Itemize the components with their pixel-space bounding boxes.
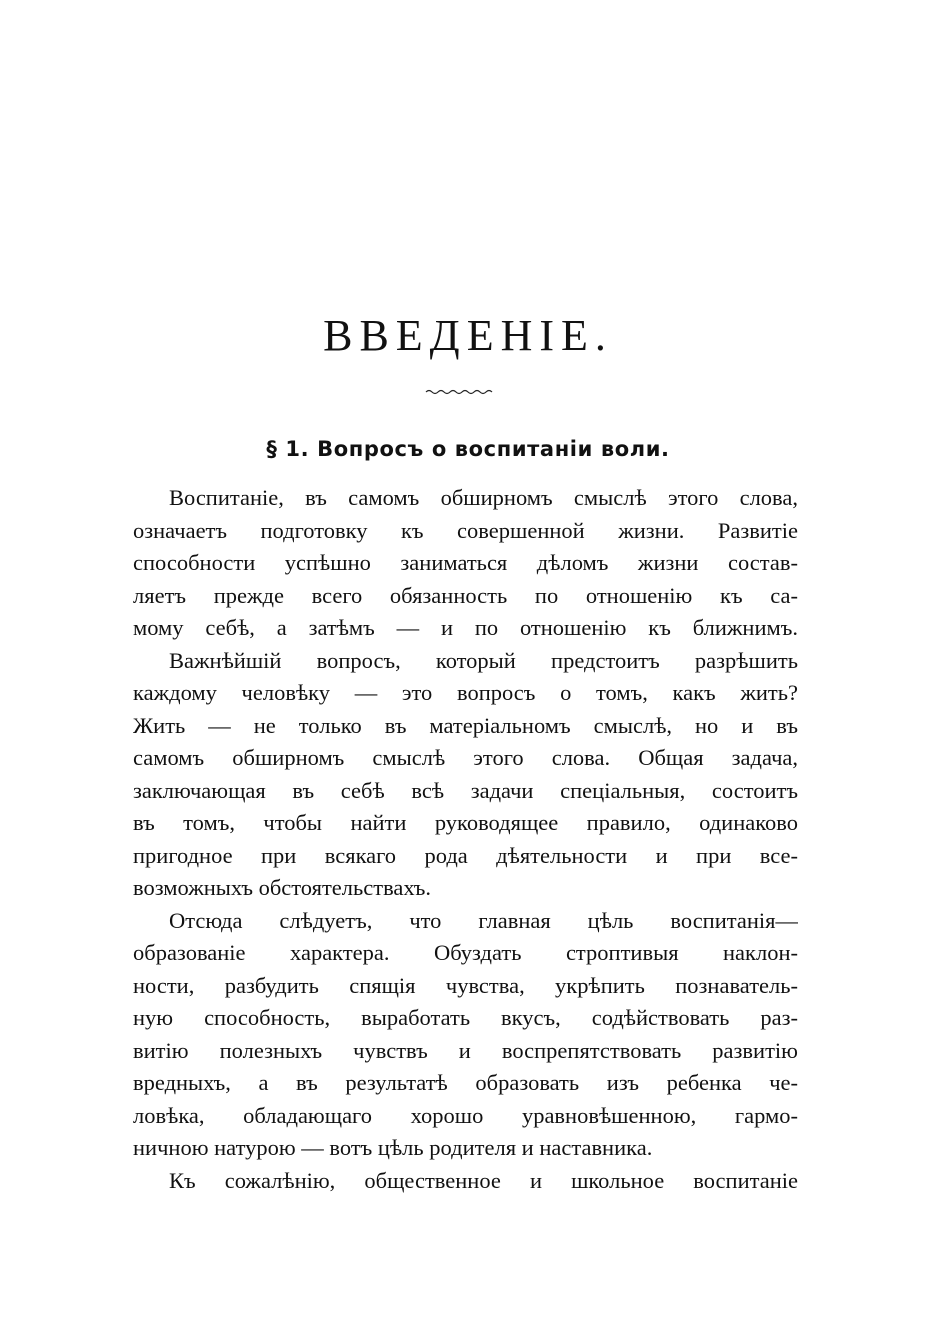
text-line: ловѣка, обладающаго хорошо уравновѣшенною, гармо- [133,1102,798,1128]
text-line: означаетъ подготовку къ совершенной жизни. Развитіе [133,517,798,543]
text-line: ляетъ прежде всего обязанность по отношенію къ са- [133,582,798,608]
text-line: возможныхъ обстоятельствахъ. [133,875,432,900]
text-line: Воспитаніе, въ самомъ обширномъ смыслѣ этого слова, [169,485,798,510]
text-line: Къ сожалѣнію, общественное и школьное воспитаніе [169,1167,798,1193]
text-line: способности успѣшно заниматься дѣломъ жизни состав- [133,550,798,575]
body-text [133,482,798,1197]
text-line: Важнѣйшій вопросъ, который предстоитъ разрѣшить [169,647,798,673]
text-line: Жить — не только въ матеріальномъ смыслѣ, но и въ [133,712,798,738]
text-line: ную способность, выработать вкусъ, содѣйствовать раз- [133,1005,798,1030]
text-line: самомъ обширномъ смыслѣ этого слова. Общая задача, [133,745,798,770]
text-line: Отсюда слѣдуетъ, что главная цѣль воспитанія— [169,907,798,933]
text-line: заключающая въ себѣ всѣ задачи спеціальныя, состоитъ [133,777,798,803]
text-line: ничною натурою — вотъ цѣль родителя и наставника. [133,1135,653,1160]
text-line: пригодное при всякаго рода дѣятельности и при все- [133,842,798,868]
chapter-title: ВВЕДЕНІЕ. [323,311,613,360]
text-line: каждому человѣку — это вопросъ о томъ, какъ жить? [133,680,798,705]
text-line: образованіе характера. Обуздать строптивыя наклон- [133,940,798,965]
text-line: мому себѣ, а затѣмъ — и по отношенію къ ближнимъ. [133,615,798,640]
text-line: витію полезныхъ чувствъ и воспрепятствовать развитію [133,1037,798,1063]
decorative-divider-icon [424,385,494,399]
text-line: вредныхъ, а въ результатѣ образовать изъ ребенка че- [133,1070,798,1095]
section-heading: § 1. Вопросъ о воспитаніи воли. [266,437,670,461]
text-line: ности, разбудить спящія чувства, укрѣпить познаватель- [133,972,798,998]
text-line: въ томъ, чтобы найти руководящее правило, одинаково [133,810,798,835]
